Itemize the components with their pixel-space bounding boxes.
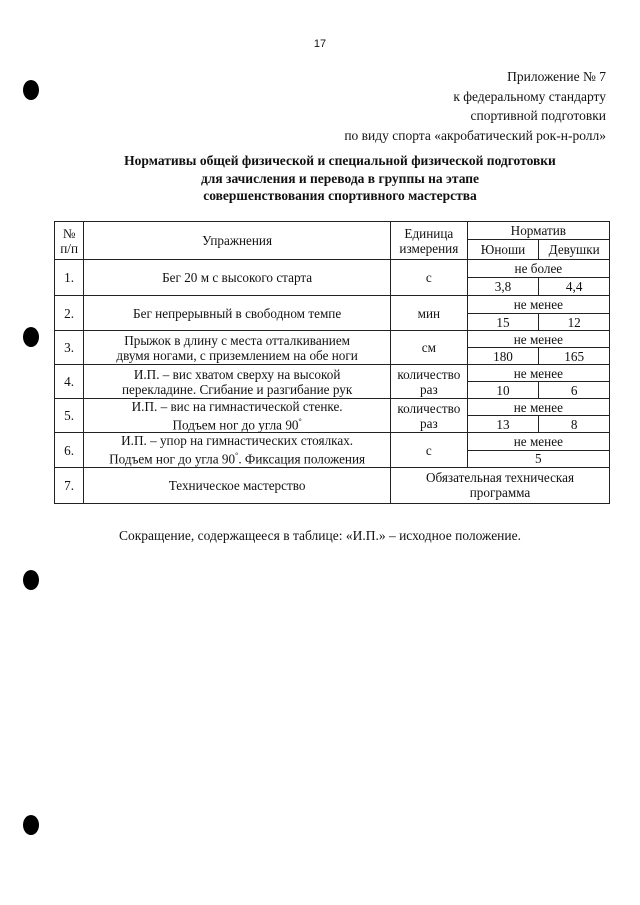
row-number: 3. [55,331,84,365]
row-condition: не менее [467,331,609,348]
row-exercise: И.П. – упор на гимнастических стоялках. Подъем ног до угла 90°. Фиксация положения [84,433,391,467]
punch-hole [23,80,39,100]
row-number: 4. [55,365,84,399]
document-title [40,152,640,205]
row-boys-value: 13 [467,416,539,433]
row-unit: количество раз [391,399,468,433]
header-girls: Девушки [539,240,610,260]
row-girls-value: 165 [539,348,610,365]
row-girls-value: 4,4 [539,278,610,296]
row-boys-value: 180 [467,348,539,365]
header-boys: Юноши [467,240,539,260]
annex-line: по виду спорта «акробатический рок-н-ролл» [344,127,606,143]
row-girls-value: 8 [539,416,610,433]
row-boys-value: 10 [467,382,539,399]
title-line: совершенствования спортивного мастерства [203,188,477,203]
row-number: 1. [55,260,84,296]
annex-line: к федеральному стандарту [453,88,606,104]
row-condition: не более [467,260,609,278]
row-condition: не менее [467,433,609,450]
row-unit: с [391,260,468,296]
header-norm: Норматив [467,222,609,240]
row-number: 5. [55,399,84,433]
row-number: 7. [55,467,84,503]
row-exercise: Бег непрерывный в свободном темпе [84,296,391,331]
header-unit: Единица измерения [391,222,468,260]
header-number: № п/п [55,222,84,260]
norms-table [54,221,610,504]
annex-header [344,67,606,145]
title-line: для зачисления и перевода в группы на этапе [200,170,480,186]
row-number: 6. [55,433,84,467]
annex-line: Приложение № 7 [507,69,606,84]
annex-line: спортивной подготовки [470,108,606,123]
row-unit: см [391,331,468,365]
row-exercise: И.П. – вис хватом сверху на высокой перекладине. Сгибание и разгибание рук [84,365,391,399]
row-boys-value: 15 [467,314,539,331]
row-exercise: И.П. – вис на гимнастической стенке. Подъем ног до угла 90° [84,399,391,433]
row-number: 2. [55,296,84,331]
punch-hole [23,815,39,835]
abbreviation-note: Сокращение, содержащееся в таблице: «И.П.» – исходное положение. [118,528,521,543]
row-condition: не менее [467,399,609,416]
row-both-value: 5 [467,450,609,467]
row-unit: количество раз [391,365,468,399]
punch-hole [23,570,39,590]
row-condition: не менее [467,296,609,314]
row-exercise: Техническое мастерство [84,467,391,503]
row-condition: не менее [467,365,609,382]
row-exercise: Бег 20 м с высокого старта [84,260,391,296]
title-line: Нормативы общей физической и специальной физической подготовки [124,153,556,168]
row-girls-value: 6 [539,382,610,399]
header-exercise: Упражнения [84,222,391,260]
row-exercise: Прыжок в длину с места отталкиванием двумя ногами, с приземлением на обе ноги [84,331,391,365]
row-unit: с [391,433,468,467]
row-unit: мин [391,296,468,331]
row-girls-value: 12 [539,314,610,331]
punch-hole [23,327,39,347]
row-boys-value: 3,8 [467,278,539,296]
row-norm-text: Обязательная техническая программа [391,467,610,503]
page-number: 17 [313,38,327,50]
